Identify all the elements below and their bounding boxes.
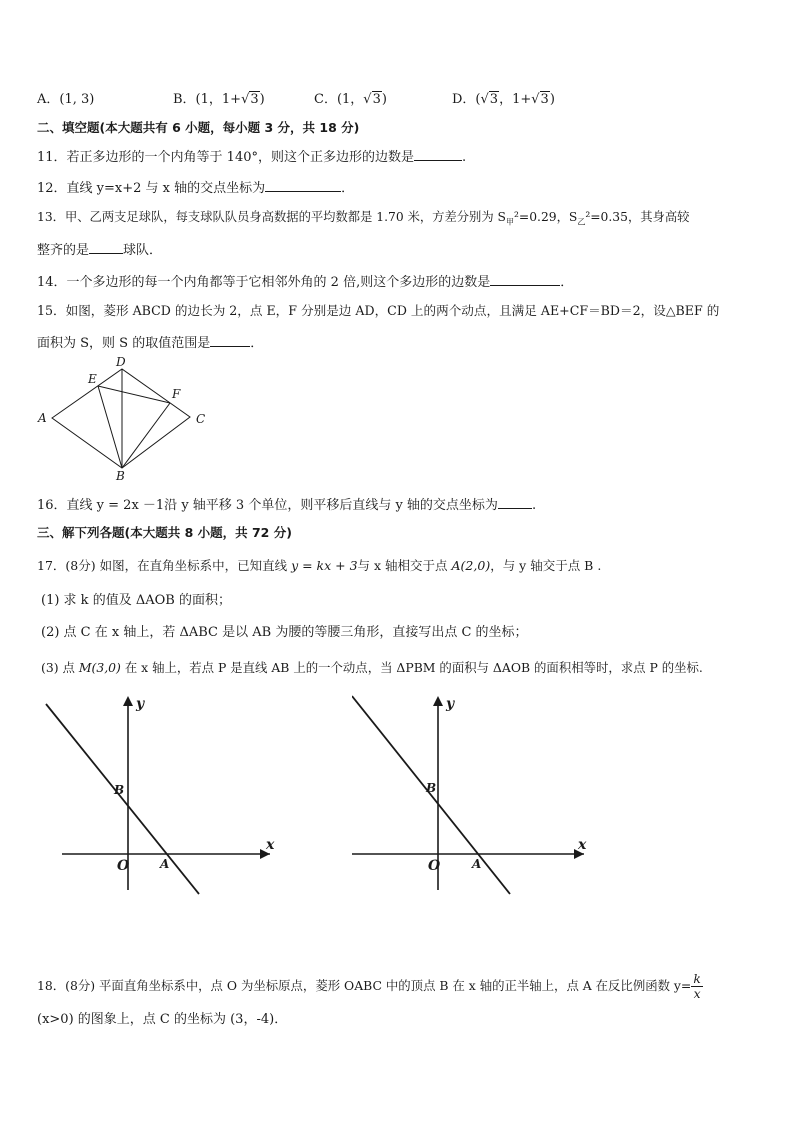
coordinate-graph-1	[40, 690, 280, 895]
axis-x-label: x	[266, 837, 275, 853]
question-15-line2: 面积为 S，则 S 的取值范围是 ．	[37, 333, 263, 352]
question-15-line1: 15．如图，菱形 ABCD 的边长为 2，点 E，F 分别是边 AD，CD 上的两个动点，且满足 AE+CF＝BD＝2，设△BEF 的	[37, 303, 720, 318]
answer-blank[interactable]	[210, 333, 250, 347]
origin-label: O	[117, 858, 130, 874]
coordinate-graph-2	[352, 690, 592, 895]
question-13-line2: 整齐的是 球队．	[37, 240, 162, 259]
label-c: C	[196, 412, 206, 426]
answer-blank[interactable]	[498, 495, 532, 509]
question-14: 14．一个多边形的每一个内角都等于它相邻外角的 2 倍,则这个多边形的边数是 ．	[37, 272, 573, 291]
section-heading-solve: 三、解下列各题(本大题共 8 小题，共 72 分)	[37, 525, 292, 540]
label-a: A	[38, 411, 47, 425]
answer-blank[interactable]	[265, 178, 341, 192]
question-17-intro: 17．(8分) 如图，在直角坐标系中，已知直线 y = kx + 3与 x 轴相交于点 A(2,0)，与 y 轴交于点 B .	[37, 558, 602, 573]
fraction-k-over-x: $\frac{k}{x}$	[693, 971, 701, 1001]
axis-x-label: x	[578, 837, 587, 853]
question-12: 12．直线 y=x+2 与 x 轴的交点坐标为 ．	[37, 178, 354, 197]
option-b: B．(1，1+√3)	[173, 92, 265, 107]
question-17-part1: (1) 求 k 的值及 ΔAOB 的面积；	[41, 593, 231, 608]
question-18-line1: 18．(8分) 平面直角坐标系中，点 O 为坐标原点，菱形 OABC 中的顶点 B 在 x 轴的正半轴上，点 A 在反比例函数 y= $\frac{k}{x}$	[37, 971, 701, 1001]
option-c: C．(1，√3)	[314, 92, 387, 107]
label-f: F	[172, 387, 181, 401]
axis-y-label: y	[136, 696, 145, 712]
section-heading-fill-in: 二、填空题(本大题共有 6 小题，每小题 3 分，共 18 分)	[37, 120, 360, 135]
axis-y-label: y	[446, 696, 455, 712]
option-a: A．(1, 3)	[37, 92, 95, 107]
answer-blank[interactable]	[414, 147, 462, 161]
point-b-label: B	[114, 783, 125, 797]
question-18-line2: (x>0) 的图象上，点 C 的坐标为 (3，-4)．	[37, 1012, 288, 1027]
label-b: B	[116, 469, 125, 483]
point-b-label: B	[426, 781, 437, 795]
question-13-line1: 13．甲、乙两支足球队，每支球队队员身高数据的平均数都是 1.70 米，方差分别为 $S_甲^2=0.29$，$S_乙^2=0.35$，其身高较	[37, 210, 690, 227]
point-a-label: A	[472, 857, 482, 871]
rhombus-figure	[30, 352, 220, 484]
label-d: D	[116, 355, 126, 369]
question-11: 11．若正多边形的一个内角等于 140°，则这个正多边形的边数是 .	[37, 147, 466, 166]
question-17-part3: (3) 点 M(3,0) 在 x 轴上，若点 P 是直线 AB 上的一个动点，当 ΔPBM 的面积与 ΔAOB 的面积相等时，求点 P 的坐标.	[41, 660, 703, 675]
question-16: 16．直线 y = 2x －1沿 y 轴平移 3 个单位，则平移后直线与 y 轴的交点坐标为 .	[37, 495, 536, 514]
label-e: E	[88, 372, 97, 386]
answer-blank[interactable]	[490, 272, 560, 286]
point-a-label: A	[160, 857, 170, 871]
origin-label: O	[428, 858, 441, 874]
question-17-part2: (2) 点 C 在 x 轴上，若 ΔABC 是以 AB 为腰的等腰三角形，直接写出点 C 的坐标；	[41, 625, 528, 640]
answer-blank[interactable]	[89, 240, 123, 254]
option-d: D．(√3，1+√3)	[452, 92, 555, 107]
